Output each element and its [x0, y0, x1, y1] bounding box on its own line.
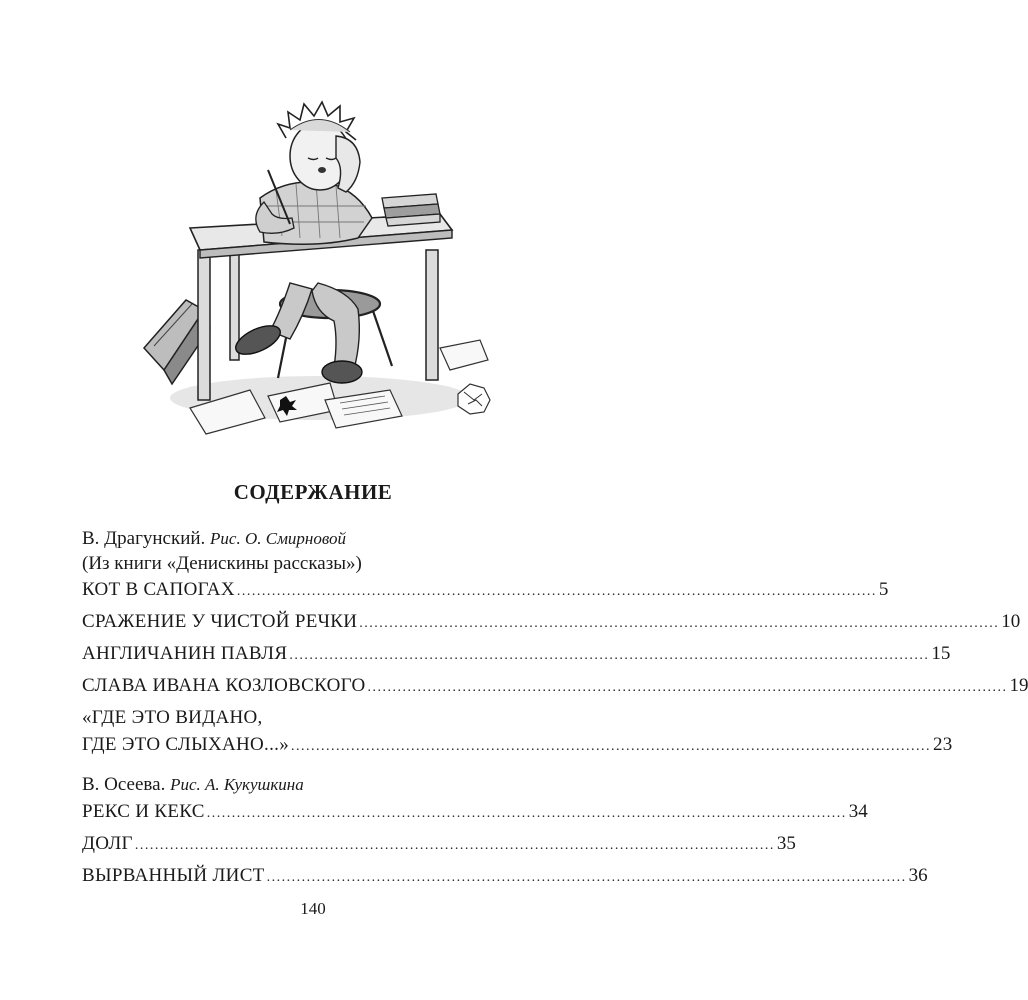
illustrator-credit: Рис. О. Смирновой	[210, 529, 347, 548]
entry-title-line1: «ГДЕ ЭТО ВИДАНО,	[82, 707, 263, 728]
entry-title: СЛАВА ИВАНА КОЗЛОВСКОГО	[82, 675, 366, 696]
author-name: В. Драгунский.	[82, 528, 206, 549]
entry-page: 35	[776, 833, 796, 854]
crumpled-paper	[458, 384, 490, 414]
toc-entry[interactable]	[82, 862, 928, 891]
entry-title-line2-row	[82, 731, 953, 760]
illustrator-credit: Рис. А. Кукушкина	[170, 775, 304, 794]
toc-entry[interactable]	[82, 608, 1021, 637]
section-oseeva	[82, 772, 928, 894]
entry-title: КОТ В САПОГАХ	[82, 579, 235, 600]
author-name: В. Осеева.	[82, 774, 166, 795]
boy-head	[278, 102, 360, 192]
dot-leader: ................................................................................................................................	[289, 648, 930, 663]
author-line	[82, 526, 556, 552]
toc-entry[interactable]	[82, 704, 953, 760]
toc-entry[interactable]	[82, 830, 796, 859]
entry-title: ВЫРВАННЫЙ ЛИСТ	[82, 865, 265, 886]
toc-entry[interactable]	[82, 576, 889, 605]
dot-leader: ................................................................................................................................	[359, 616, 1000, 631]
entry-page: 15	[931, 643, 951, 664]
page-number: 140	[300, 899, 326, 918]
toc-entry[interactable]	[82, 798, 868, 827]
entry-page: 23	[933, 734, 953, 755]
dot-leader: ................................................................................................................................	[367, 680, 1008, 695]
boy-at-desk-illustration	[140, 78, 510, 448]
entry-title: РЕКС И КЕКС	[82, 801, 205, 822]
contents-heading: СОДЕРЖАНИЕ	[233, 480, 393, 504]
toc-entry[interactable]	[82, 640, 951, 669]
entry-page: 10	[1001, 611, 1021, 632]
dot-leader: ................................................................................................................................	[291, 739, 931, 754]
dot-leader: ................................................................................................................................	[134, 838, 775, 853]
entry-title: ДОЛГ	[82, 833, 133, 854]
section-dragunsky	[82, 526, 1028, 763]
dot-leader: ................................................................................................................................	[236, 584, 877, 599]
boy-legs	[232, 283, 362, 383]
entry-title: СРАЖЕНИЕ У ЧИСТОЙ РЕЧКИ	[82, 611, 358, 632]
dot-leader: ................................................................................................................................	[206, 806, 847, 821]
entry-title-line2: ГДЕ ЭТО СЛЫХАНО...»	[82, 734, 289, 755]
book-subtitle: (Из книги «Денискины рассказы»)	[82, 553, 362, 574]
entry-page: 34	[848, 801, 868, 822]
entry-page: 19	[1009, 675, 1028, 696]
entry-title: АНГЛИЧАНИН ПАВЛЯ	[82, 643, 288, 664]
toc-entry[interactable]	[82, 672, 1028, 701]
entry-page: 5	[878, 579, 889, 600]
entry-page: 36	[908, 865, 928, 886]
author-line	[82, 772, 556, 798]
books	[382, 194, 440, 226]
dot-leader: ................................................................................................................................	[266, 870, 907, 885]
